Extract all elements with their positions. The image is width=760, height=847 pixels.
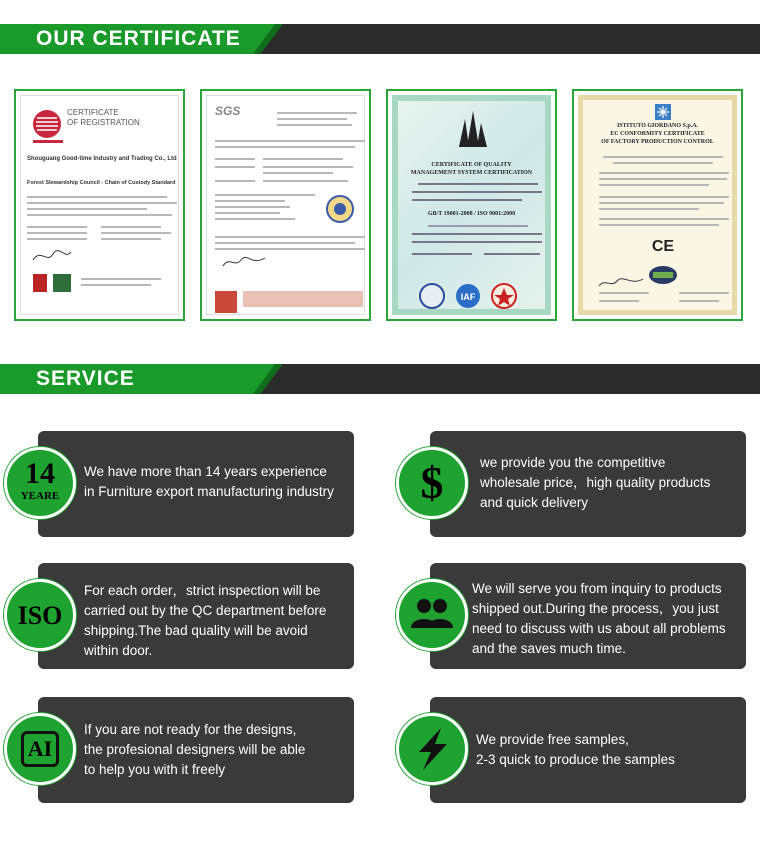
svg-text:IAF: IAF — [460, 292, 476, 302]
certificate-iso9001: CERTIFICATE OF QUALITY MANAGEMENT SYSTEM CERTIFICATION GB/T 19001-2008 / ISO 9001:2008 IAF — [386, 89, 557, 321]
sgs-logo: SGS — [215, 104, 241, 118]
snowflake-logo-icon — [655, 104, 671, 120]
signature-icon — [31, 246, 91, 266]
service-card-inspection: For each order，strict inspection will be carried out by the QC department before shipping.The bad quality will be avoid within door. — [38, 563, 354, 669]
service-card-samples: We provide free samples, 2-3 quick to produce the samples — [430, 697, 746, 803]
certificate-fsc: CERTIFICATE OF REGISTRATION Shouguang Good-time Industry and Trading Co., Ltd Forest Stewardship Council - Chain of Custody Standard — [14, 89, 185, 321]
footer-stripe — [243, 291, 363, 307]
service-card-design: If you are not ready for the designs, the profesional designers will be able to help you with it freely — [38, 697, 354, 803]
ce-mark: CE — [651, 238, 675, 255]
dollar-icon: $ — [396, 447, 468, 519]
people-icon — [396, 579, 468, 651]
service-section-header — [0, 364, 760, 394]
service-card-support: We will serve you from inquiry to products shipped out.During the process，you just need to discuss with us about all problems and the saves much time. — [430, 563, 746, 669]
lightning-icon — [396, 713, 468, 785]
stamp-icon — [647, 264, 679, 286]
qr-code-icon — [215, 291, 237, 313]
cert-standard-name: Forest Stewardship Council - Chain of Custody Standard — [27, 180, 176, 186]
certificate-sgs — [200, 89, 371, 321]
building-logo-icon — [453, 109, 493, 149]
fsc-tree-icon — [53, 274, 71, 292]
service-card-price: we provide you the competitive wholesale price，high quality products and quick delivery — [430, 431, 746, 537]
signature-icon — [597, 276, 647, 290]
badge-icon — [33, 274, 47, 292]
certificate-section-title: OUR CERTIFICATE — [36, 27, 241, 50]
signature-icon — [221, 254, 271, 270]
certificate-ce: ISTITUTO GIORDANO S.p.A. EC CONFORMITY CERTIFICATE OF FACTORY PRODUCTION CONTROL CE — [572, 89, 743, 321]
certificate-section-header — [0, 24, 760, 54]
ai-badge-icon: AI — [4, 713, 76, 785]
accreditation-logos-icon — [418, 281, 538, 311]
service-section-title: SERVICE — [36, 367, 135, 390]
cert-standard: GB/T 19001-2008 / ISO 9001:2008 — [427, 211, 516, 217]
iso-badge-icon: ISO — [4, 579, 76, 651]
service-card-experience: We have more than 14 years experience in Furniture export manufacturing industry — [38, 431, 354, 537]
seal-icon — [325, 194, 355, 224]
years-badge-icon: 14 YEARE — [4, 447, 76, 519]
cert-company-name: Shouguang Good-time Industry and Trading Co., Ltd — [27, 156, 177, 162]
